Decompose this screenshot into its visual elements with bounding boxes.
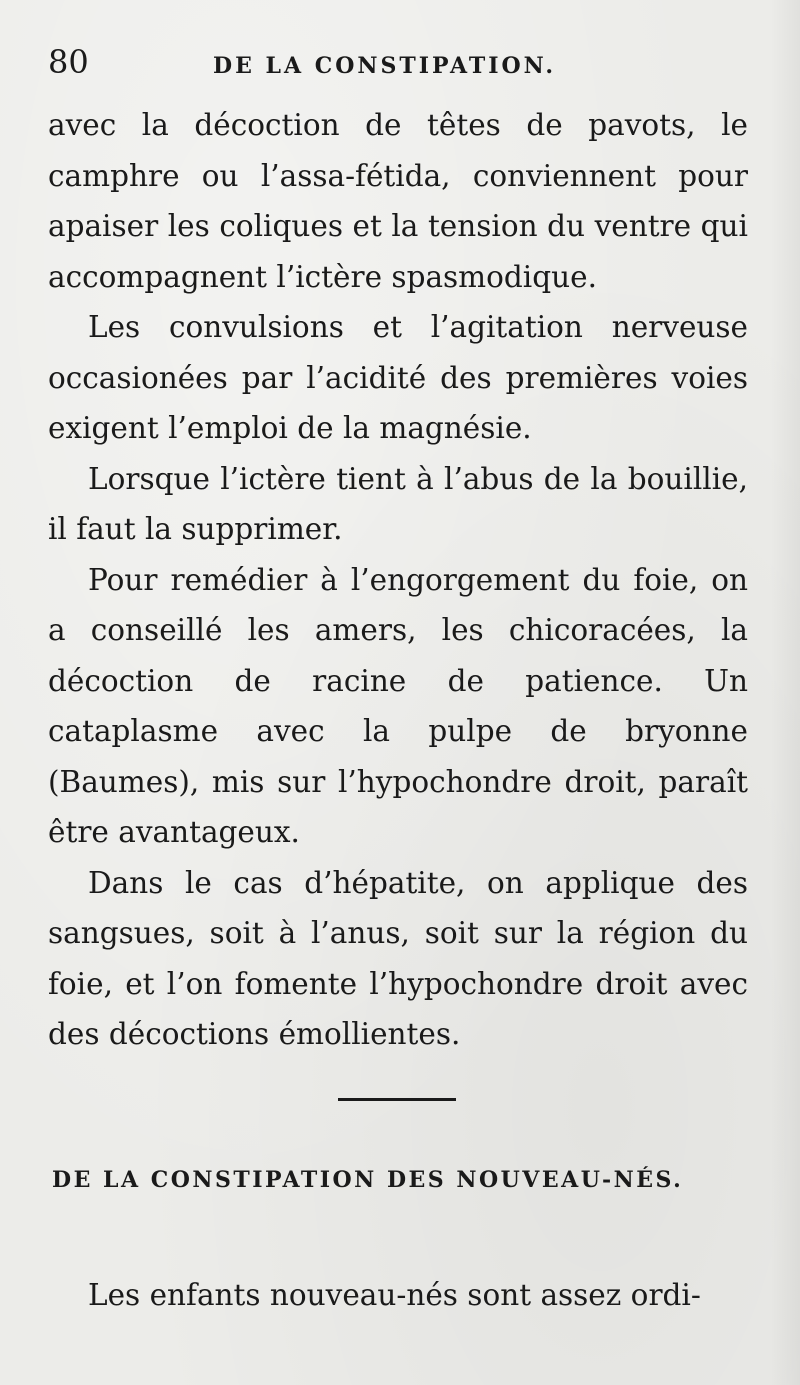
section-divider [338,1098,456,1101]
paragraph: Les convulsions et l’agitation nerveuse occasionées par l’acidité des premières voies exigent l’emploi de la magnésie. [48,310,748,445]
paragraph-start: Les enfants nouveau-nés sont assez ordi- [88,1278,701,1312]
paragraph: Dans le cas d’hépatite, on applique des sangsues, soit à l’anus, soit sur la région du foie, et l’on fomente l’hypochondre droit avec des décoctions émollientes. [48,865,748,1051]
running-title: DE LA CONSTIPATION. [213,53,557,79]
paragraph: avec la décoction de têtes de pavots, le camphre ou l’assa-fétida, conviennent pour apaiser les coliques et la tension du ventre qui accompagnent l’ictère spasmodique. [48,108,748,294]
body-text [48,100,748,1060]
page-edge-shadow [770,0,800,1385]
paragraph: Lorsque l’ictère tient à l’abus de la bouillie, il faut la supprimer. [48,461,748,546]
section-title: DE LA CONSTIPATION DES NOUVEAU-NÉS. [52,1167,684,1193]
running-head [48,42,768,82]
paragraph: Pour remédier à l’engorgement du foie, on a conseillé les amers, les chicoracées, la décoction de racine de patience. Un cataplasme avec la pulpe de bryonne (Baumes), mis sur l’hypochondre droit, paraît être avantageux. [48,562,748,849]
page-number: 80 [48,43,89,81]
